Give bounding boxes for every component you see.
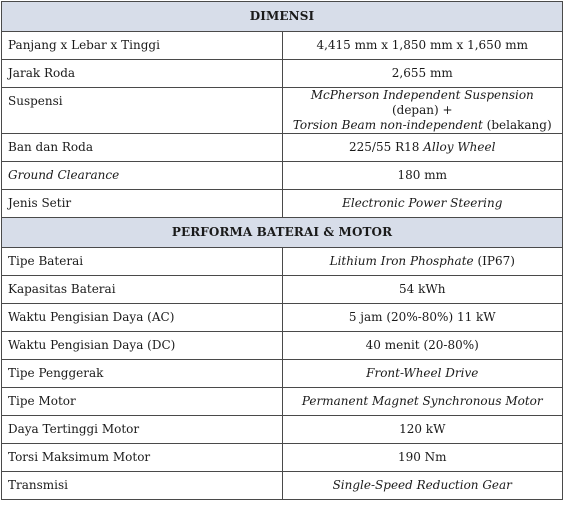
spec-label: Ban dan Roda: [2, 134, 283, 162]
spec-value: 5 jam (20%-80%) 11 kW: [282, 304, 563, 332]
spec-label: Ground Clearance: [2, 162, 283, 190]
spec-label: Waktu Pengisian Daya (DC): [2, 332, 283, 360]
spec-label: Transmisi: [2, 472, 283, 500]
spec-value: Permanent Magnet Synchronous Motor: [282, 388, 563, 416]
value-plain: (depan) +: [391, 103, 453, 117]
value-plain: 225/55 R18: [349, 140, 424, 154]
spec-label: Torsi Maksimum Motor: [2, 444, 283, 472]
spec-value: 190 Nm: [282, 444, 563, 472]
spec-label: Tipe Penggerak: [2, 360, 283, 388]
spec-value: 4,415 mm x 1,850 mm x 1,650 mm: [282, 32, 563, 60]
spec-value: 180 mm: [282, 162, 563, 190]
spec-table: [1, 1, 563, 500]
spec-value: [282, 248, 563, 276]
spec-value: Electronic Power Steering: [282, 190, 563, 218]
spec-value: Single-Speed Reduction Gear: [282, 472, 563, 500]
spec-row: [2, 472, 563, 500]
spec-value: [282, 88, 563, 134]
spec-label: Suspensi: [2, 88, 283, 134]
spec-row: [2, 444, 563, 472]
spec-value: 40 menit (20-80%): [282, 332, 563, 360]
spec-value: Front-Wheel Drive: [282, 360, 563, 388]
value-italic: Alloy Wheel: [423, 140, 496, 154]
section-header-performa: [2, 218, 563, 248]
section-title: DIMENSI: [2, 2, 563, 32]
spec-row: [2, 332, 563, 360]
spec-label: Tipe Motor: [2, 388, 283, 416]
spec-row: [2, 32, 563, 60]
value-italic: Torsion Beam non-independent: [292, 118, 483, 132]
spec-row: [2, 162, 563, 190]
spec-label: Jenis Setir: [2, 190, 283, 218]
spec-value: 2,655 mm: [282, 60, 563, 88]
spec-row: [2, 248, 563, 276]
spec-row: [2, 276, 563, 304]
spec-row: [2, 134, 563, 162]
spec-label: Waktu Pengisian Daya (AC): [2, 304, 283, 332]
spec-label: Kapasitas Baterai: [2, 276, 283, 304]
value-italic: Lithium Iron Phosphate: [329, 254, 474, 268]
spec-label: Daya Tertinggi Motor: [2, 416, 283, 444]
value-italic: McPherson Independent Suspension: [310, 88, 534, 102]
spec-row: [2, 88, 563, 134]
spec-value: 120 kW: [282, 416, 563, 444]
section-title: PERFORMA BATERAI & MOTOR: [2, 218, 563, 248]
spec-value: 54 kWh: [282, 276, 563, 304]
section-header-dimensi: [2, 2, 563, 32]
spec-row: [2, 416, 563, 444]
spec-row: [2, 190, 563, 218]
spec-label: Tipe Baterai: [2, 248, 283, 276]
spec-row: [2, 388, 563, 416]
spec-row: [2, 360, 563, 388]
spec-label: Jarak Roda: [2, 60, 283, 88]
spec-label: Panjang x Lebar x Tinggi: [2, 32, 283, 60]
spec-row: [2, 60, 563, 88]
spec-value: [282, 134, 563, 162]
value-plain: (belakang): [482, 118, 552, 132]
value-plain: (IP67): [473, 254, 515, 268]
spec-row: [2, 304, 563, 332]
